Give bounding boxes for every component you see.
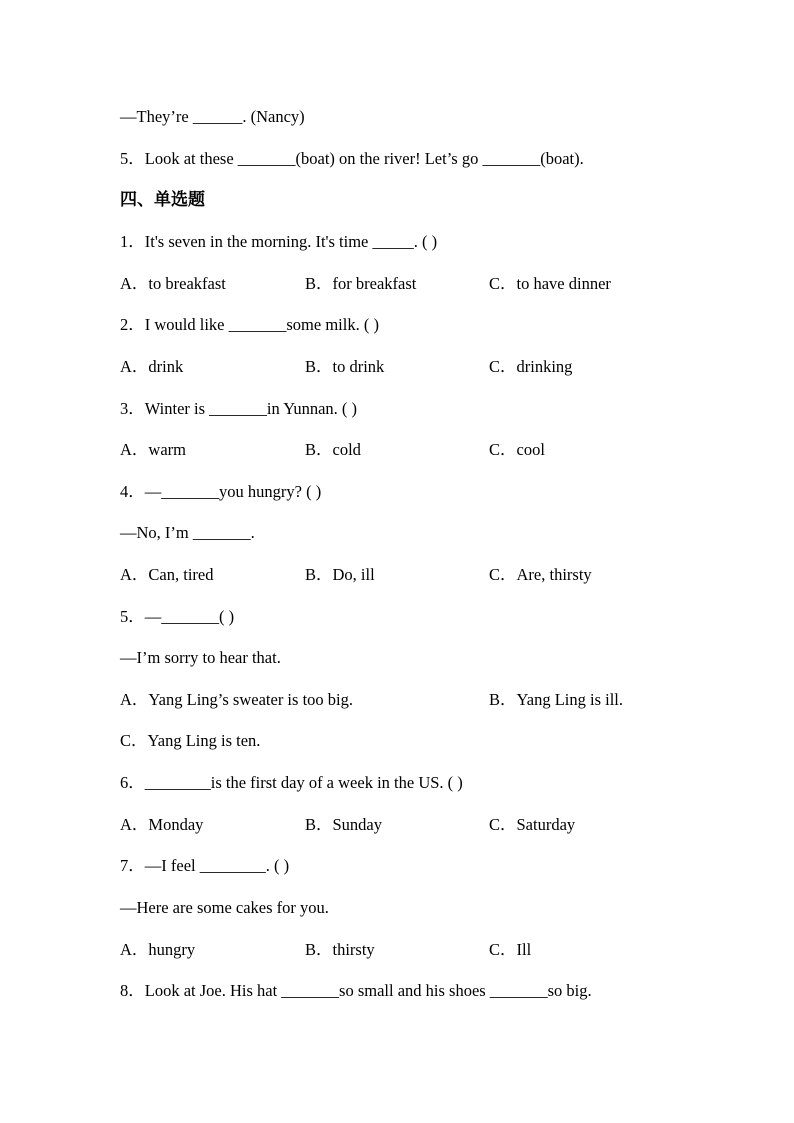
- question-2: 2．I would like _______some milk. ( ): [120, 315, 379, 334]
- option-c: C．Saturday: [489, 815, 576, 834]
- option-a: A．drink: [120, 357, 184, 376]
- option-a: A．Monday: [120, 815, 204, 834]
- question-6-options: [0, 813, 794, 837]
- question-6: 6．________is the first day of a week in the US. ( ): [120, 773, 463, 792]
- question-7-reply: —Here are some cakes for you.: [120, 898, 329, 917]
- question-3-options: [0, 438, 794, 462]
- option-b: B．to drink: [305, 357, 385, 376]
- option-a: A．hungry: [120, 940, 196, 959]
- question-4: 4．—_______you hungry? ( ): [120, 482, 322, 501]
- option-c: C．drinking: [489, 357, 573, 376]
- option-c: C．Are, thirsty: [489, 565, 592, 584]
- option-a: A．to breakfast: [120, 274, 226, 293]
- question-3: 3．Winter is _______in Yunnan. ( ): [120, 399, 358, 418]
- option-b: B．thirsty: [305, 940, 375, 959]
- section-heading-single-choice: 四、单选题: [120, 190, 205, 209]
- answer-line-nancy: —They’re ______. (Nancy): [120, 107, 305, 126]
- question-5: 5．—_______( ): [120, 607, 235, 626]
- option-b: B．for breakfast: [305, 274, 417, 293]
- question-7-options: [0, 938, 794, 962]
- question-5-option-c: C．Yang Ling is ten.: [120, 731, 261, 750]
- question-5-reply: —I’m sorry to hear that.: [120, 648, 281, 667]
- question-4-reply: —No, I’m _______.: [120, 523, 255, 542]
- option-b: B．Yang Ling is ill.: [489, 690, 624, 709]
- option-a: A．Can, tired: [120, 565, 214, 584]
- question-5-boat: 5．Look at these _______(boat) on the river! Let’s go _______(boat).: [120, 149, 584, 168]
- question-2-options: [0, 355, 794, 379]
- question-7: 7．—I feel ________. ( ): [120, 856, 290, 875]
- option-a: A．Yang Ling’s sweater is too big.: [120, 690, 353, 709]
- question-1: 1．It's seven in the morning. It's time _____. ( ): [120, 232, 438, 251]
- question-1-options: [0, 272, 794, 296]
- option-c: C．Ill: [489, 940, 532, 959]
- option-b: B．cold: [305, 440, 361, 459]
- question-8: 8．Look at Joe. His hat _______so small and his shoes _______so big.: [120, 981, 592, 1000]
- option-b: B．Sunday: [305, 815, 383, 834]
- question-4-options: [0, 563, 794, 587]
- question-5-options: [0, 688, 794, 712]
- option-b: B．Do, ill: [305, 565, 375, 584]
- option-a: A．warm: [120, 440, 186, 459]
- option-c: C．cool: [489, 440, 545, 459]
- option-c: C．to have dinner: [489, 274, 611, 293]
